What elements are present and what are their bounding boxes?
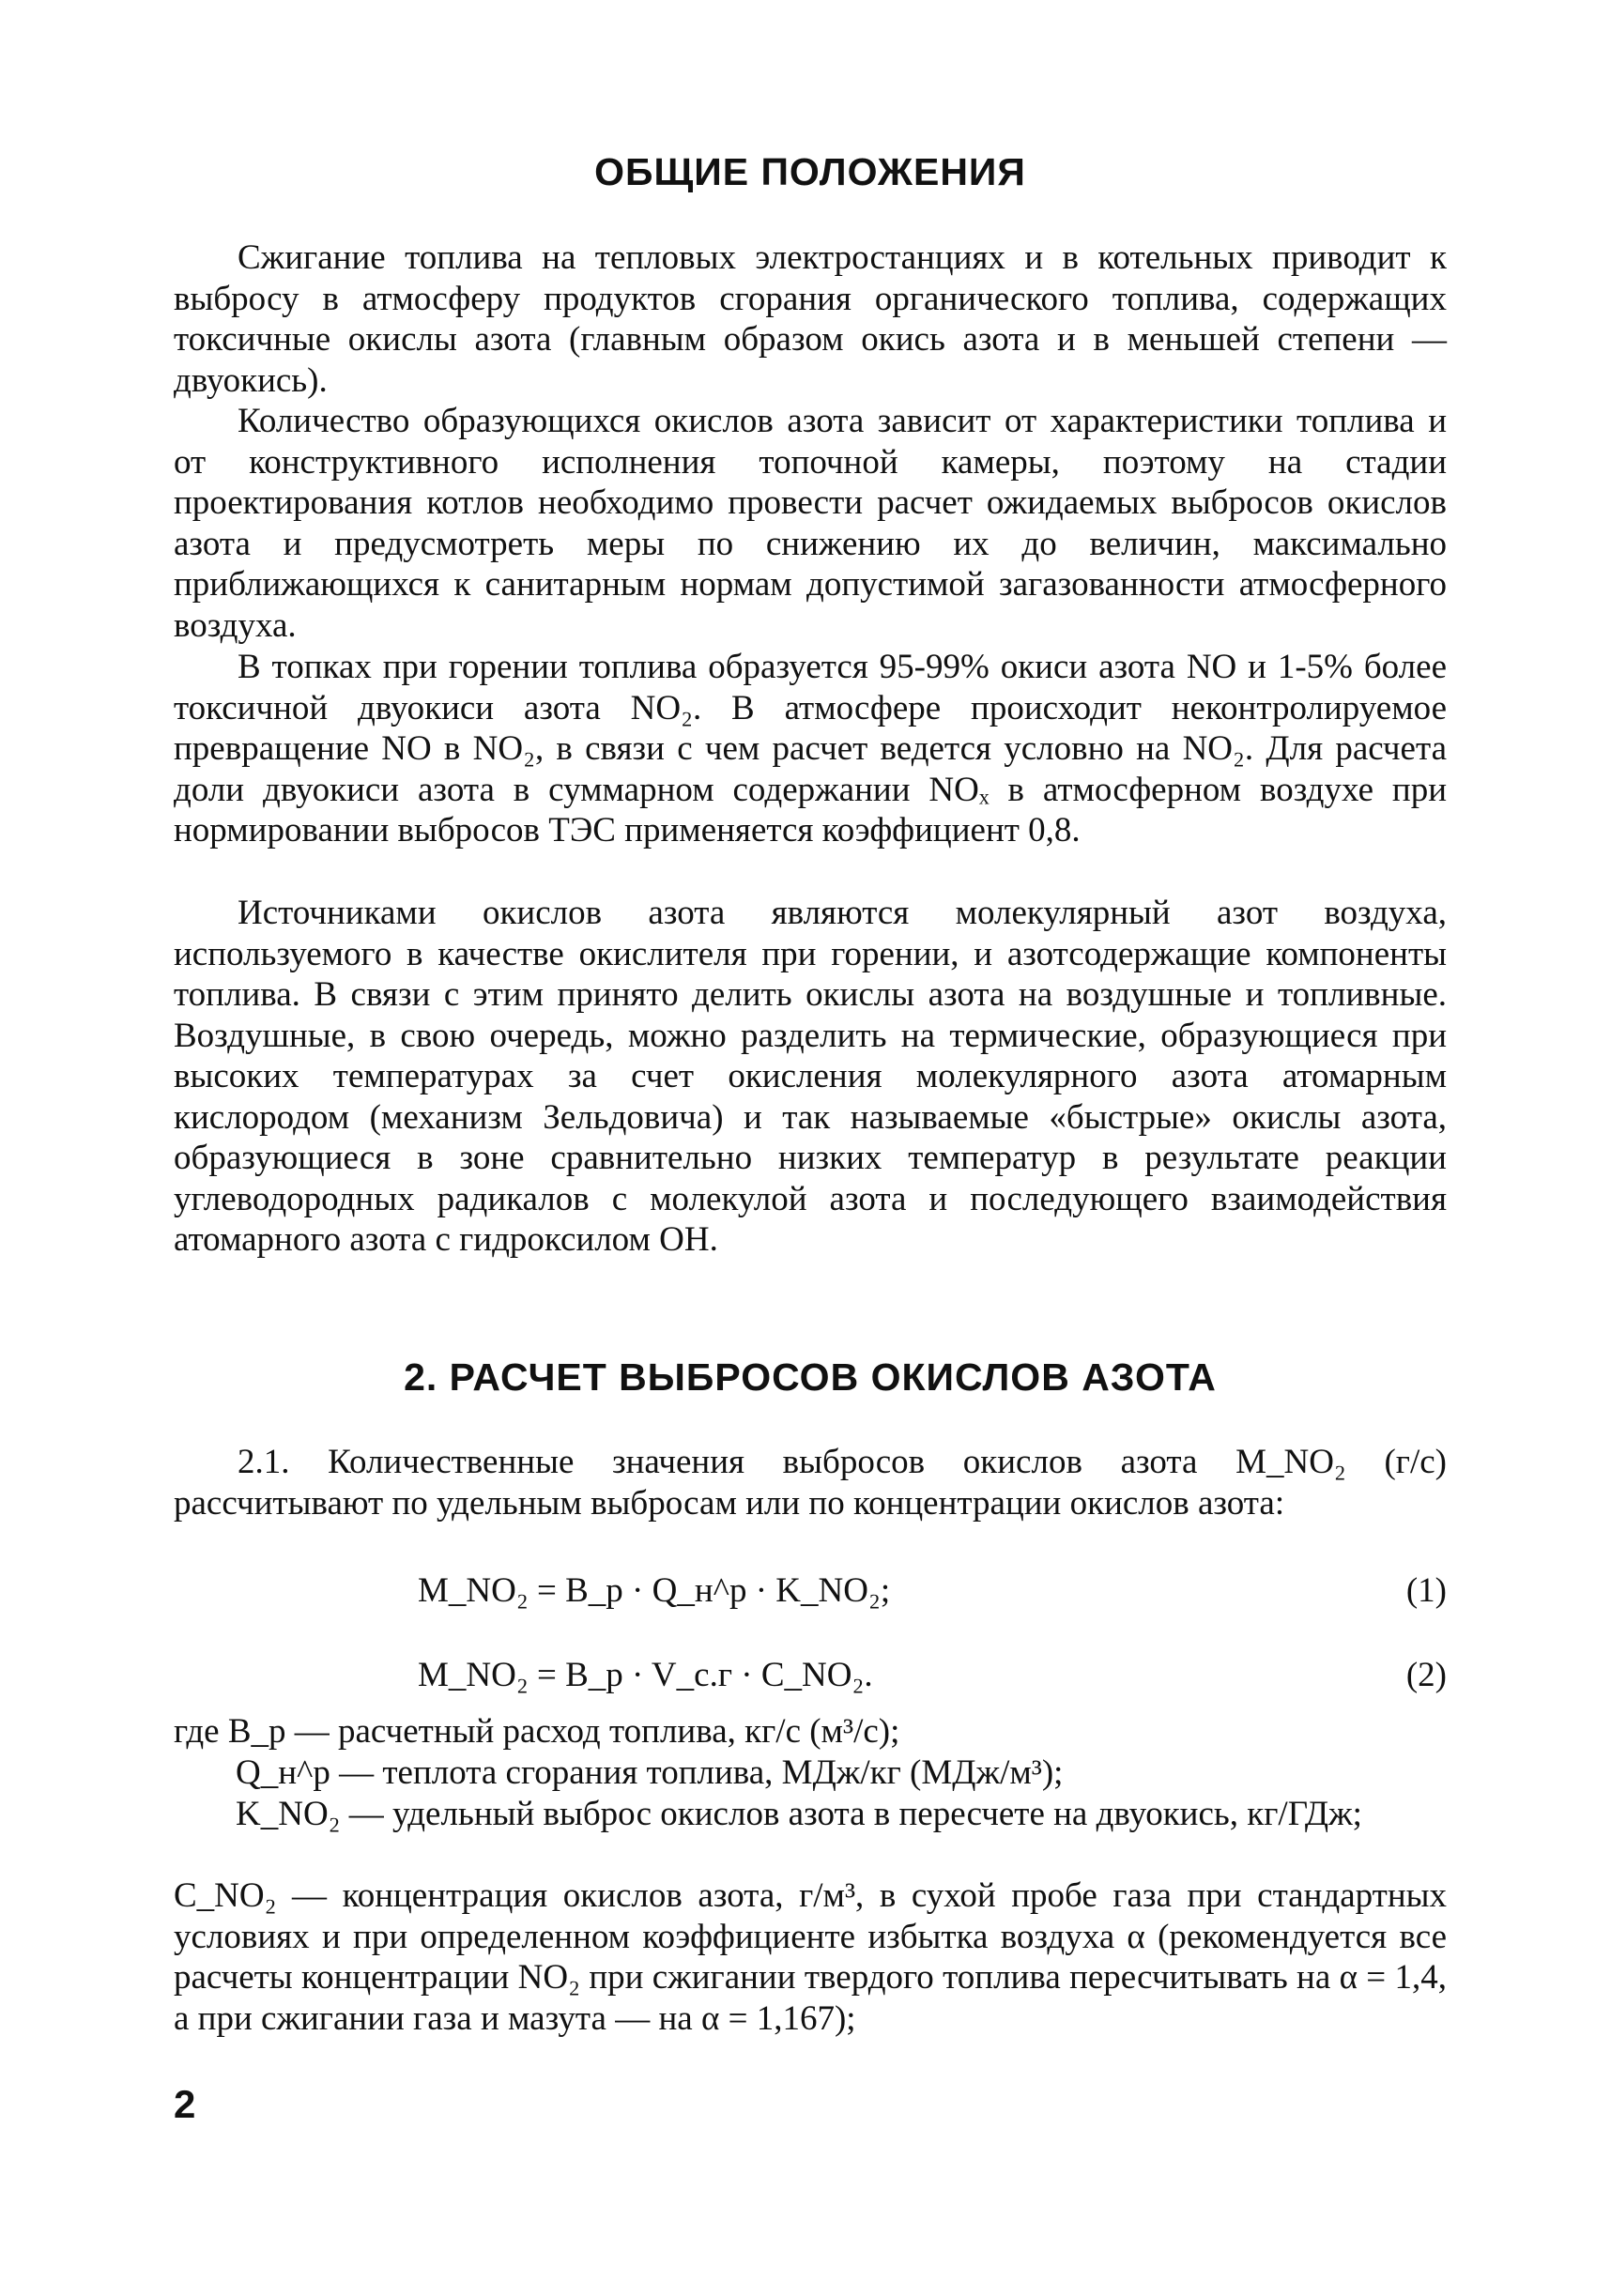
definition-q: Q_н^p — теплота сгорания топлива, МДж/кг (МДж/м³); [236,1753,1064,1792]
formula-1-text: M_NO₂ = B_p · Q_н^p · K_NO₂; [418,1571,891,1610]
formula-1-number: (1) [1405,1571,1447,1610]
section-title-calculation: 2. РАСЧЕТ ВЫБРОСОВ ОКИСЛОВ АЗОТА [404,1355,1217,1399]
paragraph-4: Источниками окислов азота являются молекулярный азот воздуха, используемого в качестве окислителя при горении, и азотсодержащие компоненты топлива. В связи с этим принято делить окислы азота на воздушные и топливные. Воздушные, в свою очередь, можно разделить на термические, образующиеся при высоких температурах за счет окисления молекулярного азота атомарным кислородом (механизм Зельдовича) и так называемые «быстрые» окислы азота, образующиеся в зоне сравнительно низких температур в результате реакции углеводородных радикалов с молекулой азота и последующего взаимодействия атомарного азота с гидроксилом ОН. [174,894,1447,1259]
definition-bp: где B_p — расчетный расход топлива, кг/с (м³/с); [174,1712,900,1751]
section-title-general: ОБЩИЕ ПОЛОЖЕНИЯ [594,150,1026,193]
formula-1 [418,1570,1447,1612]
page-number: 2 [174,2082,196,2126]
formula-2-text: M_NO₂ = B_p · V_с.г · C_NO₂. [418,1656,873,1694]
definition-k: K_NO₂ — удельный выброс окислов азота в пересчете на двуокись, кг/ГДж; [236,1795,1362,1833]
formula-2 [418,1655,1447,1696]
paragraph-1: Сжигание топлива на тепловых электростанциях и в котельных приводит к выбросу в атмосферу продуктов сгорания органического топлива, содержащих токсичные окислы азота (главным образом окись азота и в меньшей степени — двуокись). [174,238,1447,400]
definition-c: C_NO₂ — концентрация окислов азота, г/м³, в сухой пробе газа при стандартных условиях и при определенном коэффициенте избытка воздуха α (рекомендуется все расчеты концентрации NO₂ при сжигании твердого топлива пересчитывать на α = 1,4, а при сжигании газа и мазута — на α = 1,167); [174,1876,1447,2038]
paragraph-3: В топках при горении топлива образуется 95-99% окиси азота NO и 1-5% более токсичной двуокиси азота NO₂. В атмосфере происходит неконтролируемое превращение NO в NO₂, в связи с чем расчет ведется условно на NO₂. Для расчета доли двуокиси азота в суммарном содержании NOₓ в атмосферном воздухе при нормировании выбросов ТЭС применяется коэффициент 0,8. [174,648,1447,850]
document-page [174,0,1447,2296]
paragraph-2-1: 2.1. Количественные значения выбросов окислов азота M_NO₂ (г/с) рассчитывают по удельным выбросам или по концентрации окислов азота: [174,1443,1447,1523]
paragraph-2: Количество образующихся окислов азота зависит от характеристики топлива и от конструктивного исполнения топочной камеры, поэтому на стадии проектирования котлов необходимо провести расчет ожидаемых выбросов окислов азота и предусмотреть меры по снижению их до величин, максимально приближающихся к санитарным нормам допустимой загазованности атмосферного воздуха. [174,402,1447,645]
formula-2-number: (2) [1405,1656,1447,1694]
